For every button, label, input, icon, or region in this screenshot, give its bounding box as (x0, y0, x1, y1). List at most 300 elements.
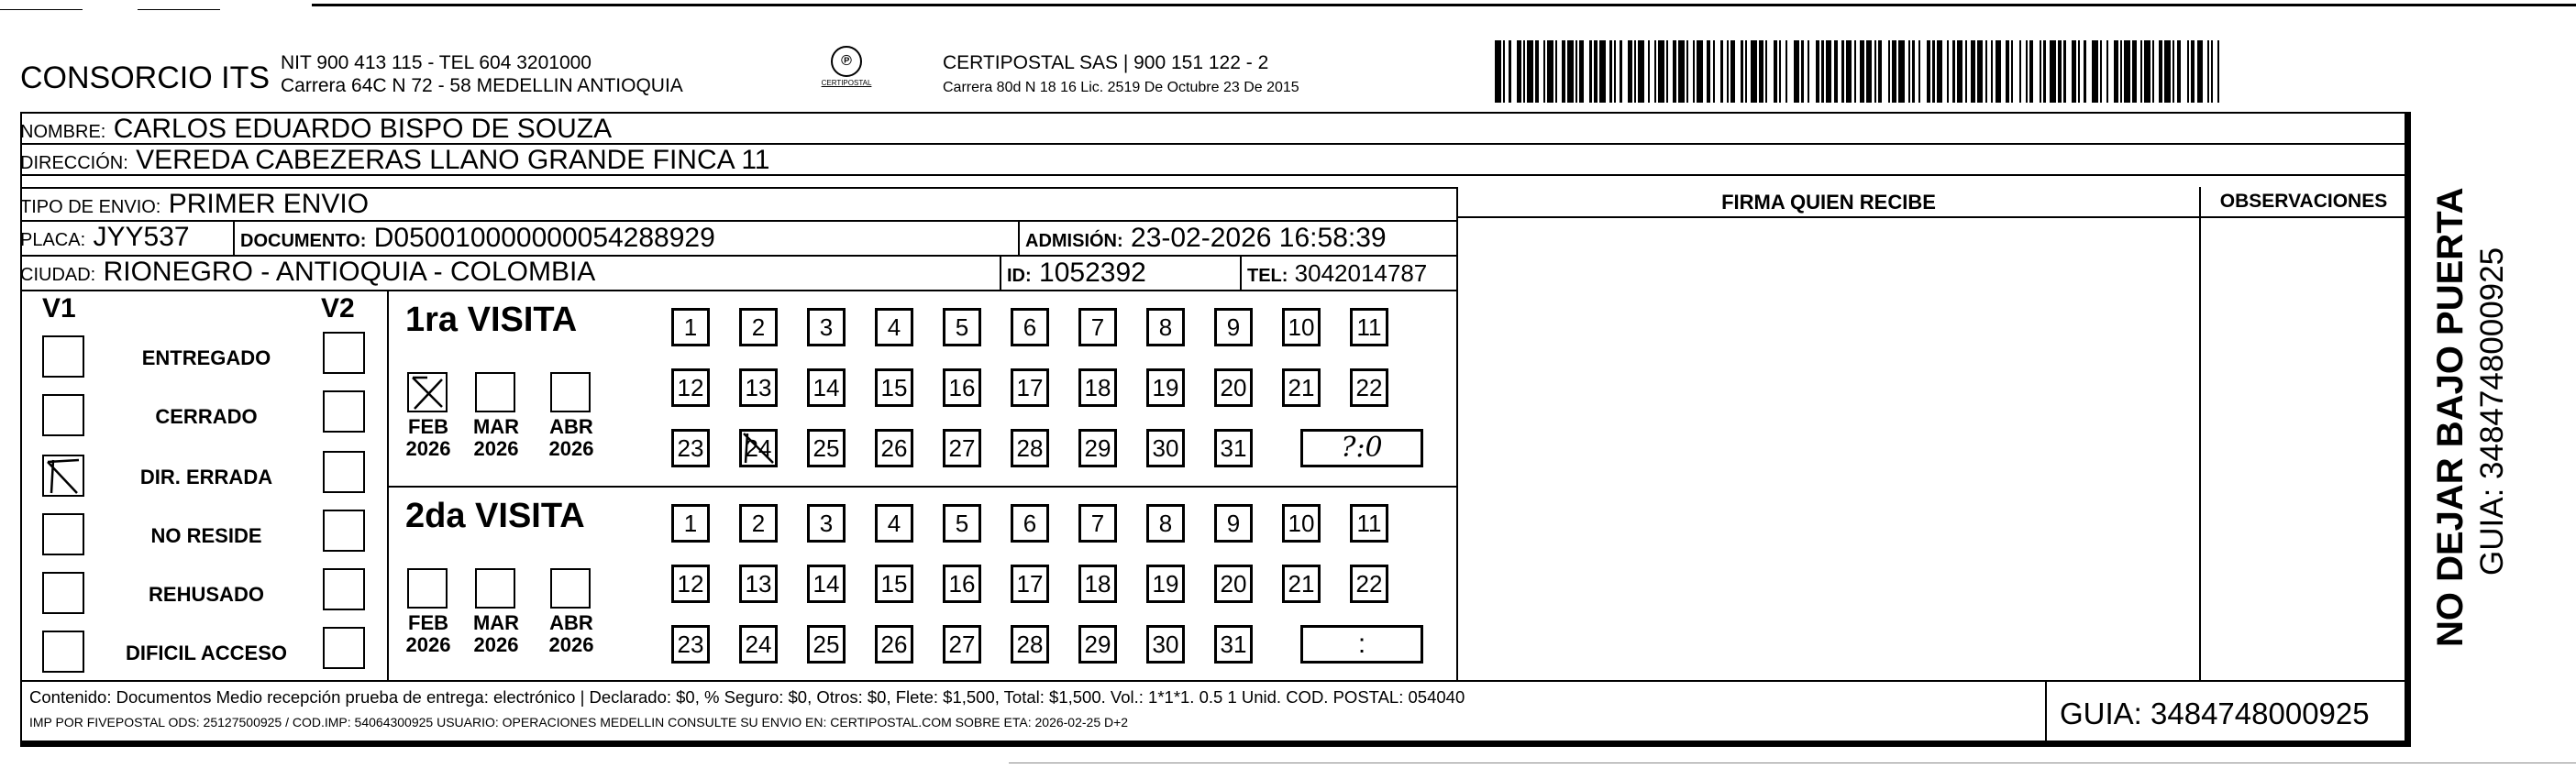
day-number: 1 (683, 510, 698, 537)
month-year: 2026 (405, 437, 451, 460)
visit-time-value: : (1357, 629, 1366, 659)
barcode-bar (2191, 40, 2195, 103)
day-number: 25 (813, 434, 840, 462)
barcode-bar (1996, 40, 2002, 103)
day-checkbox[interactable] (1214, 429, 1253, 467)
barcode-bar (1693, 40, 1695, 103)
day-checkbox[interactable] (943, 504, 981, 543)
barcode-bar (2043, 40, 2045, 103)
month-year: 2026 (473, 633, 519, 656)
status-label: REHUSADO (149, 583, 264, 606)
barcode-bar (2050, 40, 2056, 103)
tel-field (1247, 257, 1427, 292)
day-number: 27 (948, 434, 976, 462)
tel-label: TEL: (1247, 266, 1288, 286)
barcode-bar (1860, 40, 1863, 103)
barcode-bar (2029, 40, 2033, 103)
barcode-bar (1834, 40, 1838, 103)
month-year: 2026 (548, 437, 594, 460)
form-frame-bottom-shadow (20, 742, 2411, 747)
month-label (400, 416, 457, 460)
visit-section-border (387, 486, 1458, 488)
day-checkbox[interactable] (739, 429, 778, 467)
visit-time-value: ?:0 (1341, 432, 1383, 464)
status-v2-checkbox[interactable] (323, 568, 365, 610)
day-number: 2 (751, 313, 766, 341)
status-v1-checkbox[interactable] (42, 572, 84, 614)
barcode-bar (1599, 40, 1606, 103)
barcode-bar (1678, 40, 1685, 103)
visit-time-field[interactable] (1300, 429, 1423, 467)
v1-label: V1 (42, 293, 76, 324)
logo-text: CERTIPOSTAL (821, 79, 872, 87)
status-v2-checkbox[interactable] (323, 627, 365, 669)
day-number: 23 (677, 631, 704, 658)
status-label: CERRADO (155, 405, 258, 428)
observaciones-label: OBSERVACIONES (2219, 191, 2388, 212)
barcode-bar (1620, 40, 1621, 103)
day-checkbox[interactable] (1214, 308, 1253, 346)
day-checkbox[interactable] (807, 625, 846, 664)
company-name: CONSORCIO ITS (20, 60, 271, 95)
day-number: 13 (745, 374, 772, 401)
barcode-bar (1846, 40, 1852, 103)
direccion-value: VEREDA CABEZERAS LLANO GRANDE FINCA 11 (136, 145, 770, 175)
v2-label: V2 (321, 293, 355, 324)
day-number: 6 (1023, 313, 1037, 341)
day-number: 14 (813, 570, 840, 598)
row-ciudad (20, 257, 1458, 291)
barcode-bar (1821, 40, 1823, 103)
day-checkbox[interactable] (1282, 308, 1321, 346)
day-number: 30 (1152, 631, 1179, 658)
day-checkbox[interactable] (875, 368, 913, 407)
footer-divider (2045, 682, 2047, 742)
day-checkbox[interactable] (875, 565, 913, 603)
day-number: 20 (1220, 374, 1247, 401)
barcode-bar (1707, 40, 1710, 103)
day-number: 29 (1084, 631, 1111, 658)
barcode-bar (1765, 40, 1767, 103)
day-number: 13 (745, 570, 772, 598)
barcode-bar (1634, 40, 1636, 103)
day-checkbox[interactable] (1011, 308, 1049, 346)
day-checkbox[interactable] (1078, 504, 1117, 543)
placa-label: PLACA: (20, 230, 86, 250)
day-checkbox[interactable] (739, 504, 778, 543)
tipo-value: PRIMER ENVIO (168, 189, 370, 219)
nombre-label: NOMBRE: (20, 122, 106, 142)
month-checkbox[interactable] (407, 372, 448, 412)
month-checkbox[interactable] (550, 568, 591, 609)
day-number: 17 (1016, 570, 1044, 598)
day-checkbox[interactable] (671, 625, 710, 664)
day-checkbox[interactable] (1146, 308, 1185, 346)
day-checkbox[interactable] (671, 429, 710, 467)
day-number: 20 (1220, 570, 1247, 598)
day-checkbox[interactable] (1011, 368, 1049, 407)
day-number: 29 (1084, 434, 1111, 462)
day-checkbox[interactable] (1146, 565, 1185, 603)
day-checkbox[interactable] (943, 565, 981, 603)
day-number: 16 (948, 374, 976, 401)
day-checkbox[interactable] (739, 368, 778, 407)
day-checkbox[interactable] (1078, 429, 1117, 467)
barcode-bar (1801, 40, 1803, 103)
day-checkbox[interactable] (807, 504, 846, 543)
day-number: 4 (887, 510, 901, 537)
barcode-bar (1866, 40, 1873, 103)
day-number: 25 (813, 631, 840, 658)
month-name: ABR (549, 611, 593, 634)
day-checkbox[interactable] (1011, 429, 1049, 467)
barcode-bar (1745, 40, 1747, 103)
status-label: DIR. ERRADA (139, 466, 273, 488)
day-number: 15 (880, 570, 908, 598)
barcode-bar (2114, 40, 2117, 103)
barcode-bar (2006, 40, 2009, 103)
barcode-bar (1575, 40, 1577, 103)
barcode-bar (1898, 40, 1905, 103)
barcode-bar (1727, 40, 1729, 103)
month-year: 2026 (473, 437, 519, 460)
footer-contenido: Contenido: Documentos Medio recepción prueba de entrega: electrónico | Declarado: $0, % Seguro: $0, Otros: $0, Flete: $1,500, Total: $1,500. Vol.: 1*1*1. 0.5 1 Unid. COD. POSTAL: 054040 (29, 687, 1465, 707)
day-checkbox[interactable] (875, 504, 913, 543)
barcode-bar (1741, 40, 1742, 103)
status-label: DIFICIL ACCESO (125, 642, 287, 664)
day-number: 1 (683, 313, 698, 341)
barcode-bar (1523, 40, 1525, 103)
ciudad-value: RIONEGRO - ANTIOQUIA - COLOMBIA (103, 257, 596, 287)
day-checkbox[interactable] (1078, 368, 1117, 407)
month-checkbox[interactable] (475, 568, 515, 609)
barcode-bar (2040, 40, 2041, 103)
barcode-bar (2019, 40, 2021, 103)
barcode-bar (1648, 40, 1650, 103)
day-checkbox[interactable] (1350, 368, 1388, 407)
certipostal-line: CERTIPOSTAL SAS | 900 151 122 - 2 (943, 52, 1269, 73)
barcode-bar (2058, 40, 2062, 103)
day-checkbox[interactable] (1214, 504, 1253, 543)
barcode-bar (1977, 40, 1984, 103)
id-field (1007, 257, 1146, 292)
placa-value: JYY537 (93, 222, 190, 252)
day-number: 30 (1152, 434, 1179, 462)
day-number: 22 (1355, 374, 1383, 401)
day-number: 8 (1158, 313, 1173, 341)
day-number: 11 (1356, 313, 1382, 341)
barcode-bar (2217, 40, 2219, 103)
day-number: 19 (1152, 374, 1179, 401)
tipo-label: TIPO DE ENVIO: (20, 197, 161, 217)
footer-imp: IMP POR FIVEPOSTAL ODS: 25127500925 / COD.IMP: 54064300925 USUARIO: OPERACIONES MEDELLIN CONSULTE SU ENVIO EN: CERTIPOSTAL.COM SOBRE ETA: 2026-02-25 D+2 (29, 715, 1129, 730)
day-checkbox[interactable] (671, 368, 710, 407)
day-number: 9 (1226, 313, 1241, 341)
day-checkbox[interactable] (1282, 565, 1321, 603)
status-v1-checkbox[interactable] (42, 631, 84, 673)
month-label (468, 612, 525, 656)
barcode-bar (1654, 40, 1656, 103)
admision-field (1025, 222, 1387, 258)
day-checkbox[interactable] (739, 308, 778, 346)
barcode-bar (1874, 40, 1876, 103)
barcode-bar (2092, 40, 2098, 103)
barcode-bar (1673, 40, 1676, 103)
barcode-bar (2084, 40, 2085, 103)
day-checkbox[interactable] (739, 565, 778, 603)
day-checkbox[interactable] (1078, 625, 1117, 664)
firma-column-divider (1456, 187, 1458, 680)
day-checkbox[interactable] (875, 429, 913, 467)
day-checkbox[interactable] (1011, 504, 1049, 543)
day-number: 5 (955, 313, 969, 341)
status-v1-checkbox[interactable] (42, 394, 84, 436)
day-checkbox[interactable] (807, 308, 846, 346)
day-checkbox[interactable] (1350, 308, 1388, 346)
day-checkbox[interactable] (943, 625, 981, 664)
admision-value: 23-02-2026 16:58:39 (1131, 223, 1387, 253)
day-number: 21 (1288, 374, 1315, 401)
barcode-bar (2197, 40, 2204, 103)
documento-value: D050010000000054288929 (373, 223, 715, 253)
day-number: 27 (948, 631, 976, 658)
barcode-bar (1720, 40, 1722, 103)
barcode-bar (1503, 40, 1505, 103)
id-label: ID: (1007, 266, 1032, 286)
day-checkbox[interactable] (1146, 504, 1185, 543)
nombre-value: CARLOS EDUARDO BISPO DE SOUZA (113, 114, 613, 144)
barcode-bar (2106, 40, 2108, 103)
row-nombre (20, 114, 2405, 145)
month-year: 2026 (405, 633, 451, 656)
day-number: 26 (880, 631, 908, 658)
id-value: 1052392 (1039, 258, 1146, 288)
firma-quien-recibe-label: FIRMA QUIEN RECIBE (1721, 191, 1936, 214)
status-v2-checkbox[interactable] (323, 390, 365, 433)
barcode-bar (1826, 40, 1832, 103)
barcode-bar (1794, 40, 1800, 103)
barcode-bar (2187, 40, 2189, 103)
top-border-line (0, 0, 2576, 9)
day-number: 22 (1355, 570, 1383, 598)
placa-divider-2 (1018, 222, 1020, 257)
ciudad-label: CIUDAD: (20, 265, 96, 285)
barcode-bar (1686, 40, 1688, 103)
barcode-bar (1555, 40, 1557, 103)
barcode-bar (1614, 40, 1616, 103)
month-checkbox[interactable] (550, 372, 591, 412)
day-number: 12 (677, 374, 704, 401)
day-number: 3 (819, 313, 834, 341)
month-name: MAR (472, 611, 520, 634)
documento-label: DOCUMENTO: (240, 231, 367, 251)
placa-divider-1 (233, 222, 235, 257)
barcode-bar (2078, 40, 2080, 103)
ciudad-divider-1 (1000, 257, 1001, 291)
day-checkbox[interactable] (1214, 368, 1253, 407)
barcode-bar (1697, 40, 1703, 103)
barcode-bar (1666, 40, 1668, 103)
barcode-bar (1730, 40, 1734, 103)
day-number: 7 (1090, 510, 1105, 537)
day-checkbox[interactable] (875, 308, 913, 346)
day-checkbox[interactable] (671, 565, 710, 603)
side-guia: GUIA: 3484748000925 (2474, 247, 2510, 576)
day-checkbox[interactable] (943, 429, 981, 467)
barcode-bar (2132, 40, 2136, 103)
day-number: 15 (880, 374, 908, 401)
day-number: 11 (1356, 510, 1382, 537)
barcode-bar (1908, 40, 1910, 103)
day-checkbox[interactable] (1350, 504, 1388, 543)
barcode-bar (2026, 40, 2028, 103)
day-checkbox[interactable] (1214, 625, 1253, 664)
row-tipo (20, 187, 1458, 222)
barcode-bar (1808, 40, 1809, 103)
day-checkbox[interactable] (671, 504, 710, 543)
barcode-bar (1535, 40, 1539, 103)
day-number: 3 (819, 510, 834, 537)
month-label (400, 612, 457, 656)
month-label (468, 416, 525, 460)
day-number: 21 (1288, 570, 1315, 598)
status-v2-checkbox[interactable] (323, 332, 365, 374)
barcode-bar (1952, 40, 1954, 103)
day-checkbox[interactable] (1350, 565, 1388, 603)
check-mark-icon (44, 456, 83, 495)
day-checkbox[interactable] (1214, 565, 1253, 603)
day-number: 23 (677, 434, 704, 462)
day-number: 24 (745, 434, 772, 462)
barcode-bar (1927, 40, 1930, 103)
barcode-bar (2177, 40, 2181, 103)
status-v2-checkbox[interactable] (323, 510, 365, 552)
barcode-bar (1509, 40, 1510, 103)
barcode-bar (2211, 40, 2213, 103)
row-direccion (20, 145, 2405, 176)
barcode-bar (1841, 40, 1843, 103)
day-checkbox[interactable] (1146, 625, 1185, 664)
day-number: 2 (751, 510, 766, 537)
no-dejar-bajo-puerta: NO DEJAR BAJO PUERTA (2430, 187, 2471, 647)
day-checkbox[interactable] (875, 625, 913, 664)
barcode-bar (1947, 40, 1949, 103)
day-number: 14 (813, 374, 840, 401)
day-checkbox[interactable] (1146, 429, 1185, 467)
status-v1-checkbox[interactable] (42, 455, 84, 497)
day-checkbox[interactable] (1282, 504, 1321, 543)
visit-title: 2da VISITA (405, 497, 585, 535)
month-name: MAR (472, 415, 520, 438)
certipostal-logo: ℗ CERTIPOSTAL (819, 46, 874, 101)
day-checkbox[interactable] (1282, 368, 1321, 407)
day-checkbox[interactable] (1011, 565, 1049, 603)
day-number: 6 (1023, 510, 1037, 537)
barcode-bar (1638, 40, 1644, 103)
barcode-bar (1751, 40, 1757, 103)
barcode-bar (1854, 40, 1856, 103)
status-label: ENTREGADO (141, 346, 271, 369)
day-number: 10 (1288, 313, 1315, 341)
barcode-bar (1658, 40, 1664, 103)
day-number: 19 (1152, 570, 1179, 598)
month-name: FEB (408, 415, 448, 438)
firma-header-line (1456, 216, 2406, 218)
day-number: 31 (1220, 631, 1247, 658)
day-number: 31 (1220, 434, 1247, 462)
nit-line: NIT 900 413 115 - TEL 604 3201000 (281, 52, 591, 73)
barcode-bar (1816, 40, 1819, 103)
day-checkbox[interactable] (1146, 368, 1185, 407)
day-number: 18 (1084, 570, 1111, 598)
barcode-bar (1971, 40, 1974, 103)
month-label (543, 416, 600, 460)
day-checkbox[interactable] (1011, 625, 1049, 664)
barcode-bar (1779, 40, 1781, 103)
day-number: 24 (745, 631, 772, 658)
visit-time-field[interactable] (1300, 625, 1423, 664)
status-v1-checkbox[interactable] (42, 335, 84, 378)
status-v2-checkbox[interactable] (323, 451, 365, 493)
day-checkbox[interactable] (943, 368, 981, 407)
month-checkbox[interactable] (475, 372, 515, 412)
barcode-bar (2072, 40, 2075, 103)
barcode-bar (2159, 40, 2162, 103)
status-v1-checkbox[interactable] (42, 513, 84, 555)
barcode-bar (1786, 40, 1787, 103)
day-checkbox[interactable] (807, 429, 846, 467)
month-year: 2026 (548, 633, 594, 656)
barcode-bar (2124, 40, 2130, 103)
documento-field (240, 222, 715, 258)
day-checkbox[interactable] (807, 368, 846, 407)
barcode-bar (1932, 40, 1934, 103)
barcode-bar (2207, 40, 2209, 103)
barcode-bar (1562, 40, 1565, 103)
day-checkbox[interactable] (1078, 308, 1117, 346)
company-address: Carrera 64C N 72 - 58 MEDELLIN ANTIOQUIA (281, 75, 683, 96)
day-number: 12 (677, 570, 704, 598)
direccion-label: DIRECCIÓN: (20, 153, 128, 173)
barcode-bar (2152, 40, 2154, 103)
barcode-bar (1965, 40, 1967, 103)
day-checkbox[interactable] (739, 625, 778, 664)
month-label (543, 612, 600, 656)
day-number: 10 (1288, 510, 1315, 537)
form-frame-right-shadow (2406, 112, 2411, 747)
barcode-bar (1985, 40, 1987, 103)
barcode-bar (2164, 40, 2171, 103)
month-checkbox[interactable] (407, 568, 448, 609)
day-checkbox[interactable] (943, 308, 981, 346)
form-bottom-line (20, 680, 2406, 682)
barcode-bar (2100, 40, 2102, 103)
day-checkbox[interactable] (671, 308, 710, 346)
check-mark-icon (742, 432, 775, 465)
barcode-bar (2172, 40, 2174, 103)
tel-value: 3042014787 (1294, 259, 1428, 287)
barcode-bar (1579, 40, 1583, 103)
day-checkbox[interactable] (807, 565, 846, 603)
barcode-bar (1527, 40, 1533, 103)
check-mark-icon (409, 374, 446, 411)
barcode-bar (1547, 40, 1553, 103)
barcode-bar (2120, 40, 2122, 103)
barcode-bar (1628, 40, 1631, 103)
day-checkbox[interactable] (1078, 565, 1117, 603)
barcode-bar (1918, 40, 1920, 103)
barcode-bar (1495, 40, 1501, 103)
